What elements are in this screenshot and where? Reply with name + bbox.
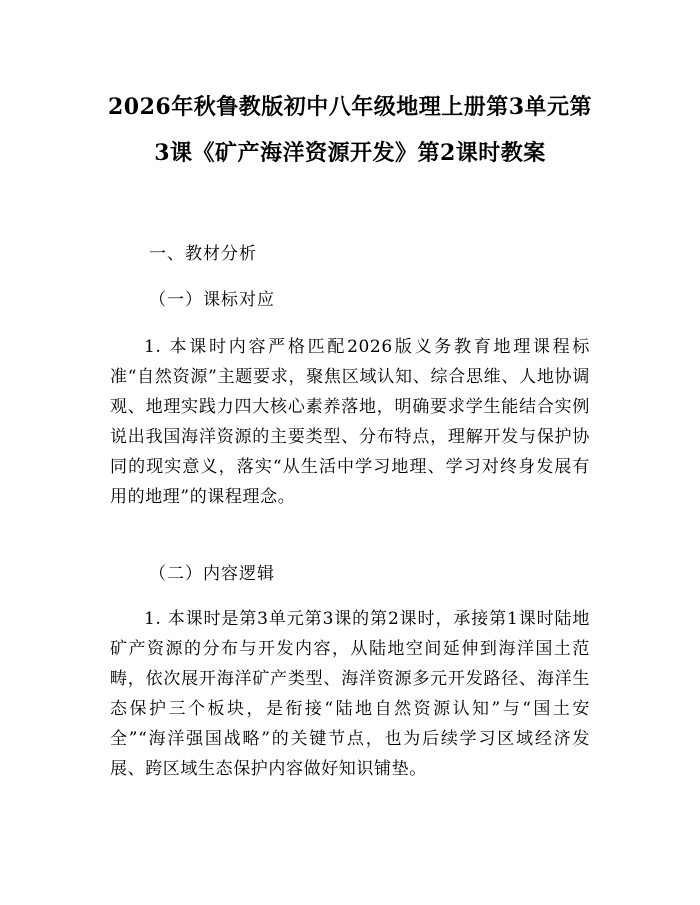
- paragraph-content-logic: 1. 本课时是第3单元第3课的第2课时，承接第1课时陆地矿产资源的分布与开发内容，从陆地空间延伸到海洋国土范畴，依次展开海洋矿产类型、海洋资源多元开发路径、海洋生态保护三个板块，是衔接“陆地自然资源认知”与“国土安全”“海洋强国战略”的关键节点，也为后续学习区域经济发展、跨区域生态保护内容做好知识铺垫。: [110, 609, 590, 779]
- subsection-heading-content-logic: （二）内容逻辑: [149, 564, 275, 584]
- section-heading-textbook-analysis: 一、教材分析: [149, 244, 257, 264]
- document-title: 2026年秋鲁教版初中八年级地理上册第3单元第3课《矿产海洋资源开发》第2课时教案: [107, 94, 593, 166]
- paragraph-curriculum: 1. 本课时内容严格匹配2026版义务教育地理课程标准“自然资源”主题要求，聚焦区域认知、综合思维、人地协调观、地理实践力四大核心素养落地，明确要求学生能结合实例说出我国海洋资源的主要类型、分布特点，理解开发与保护协同的现实意义，落实“从生活中学习地理、学习对终身发展有用的地理”的课程理念。: [110, 337, 590, 507]
- subsection-heading-curriculum: （一）课标对应: [149, 290, 275, 310]
